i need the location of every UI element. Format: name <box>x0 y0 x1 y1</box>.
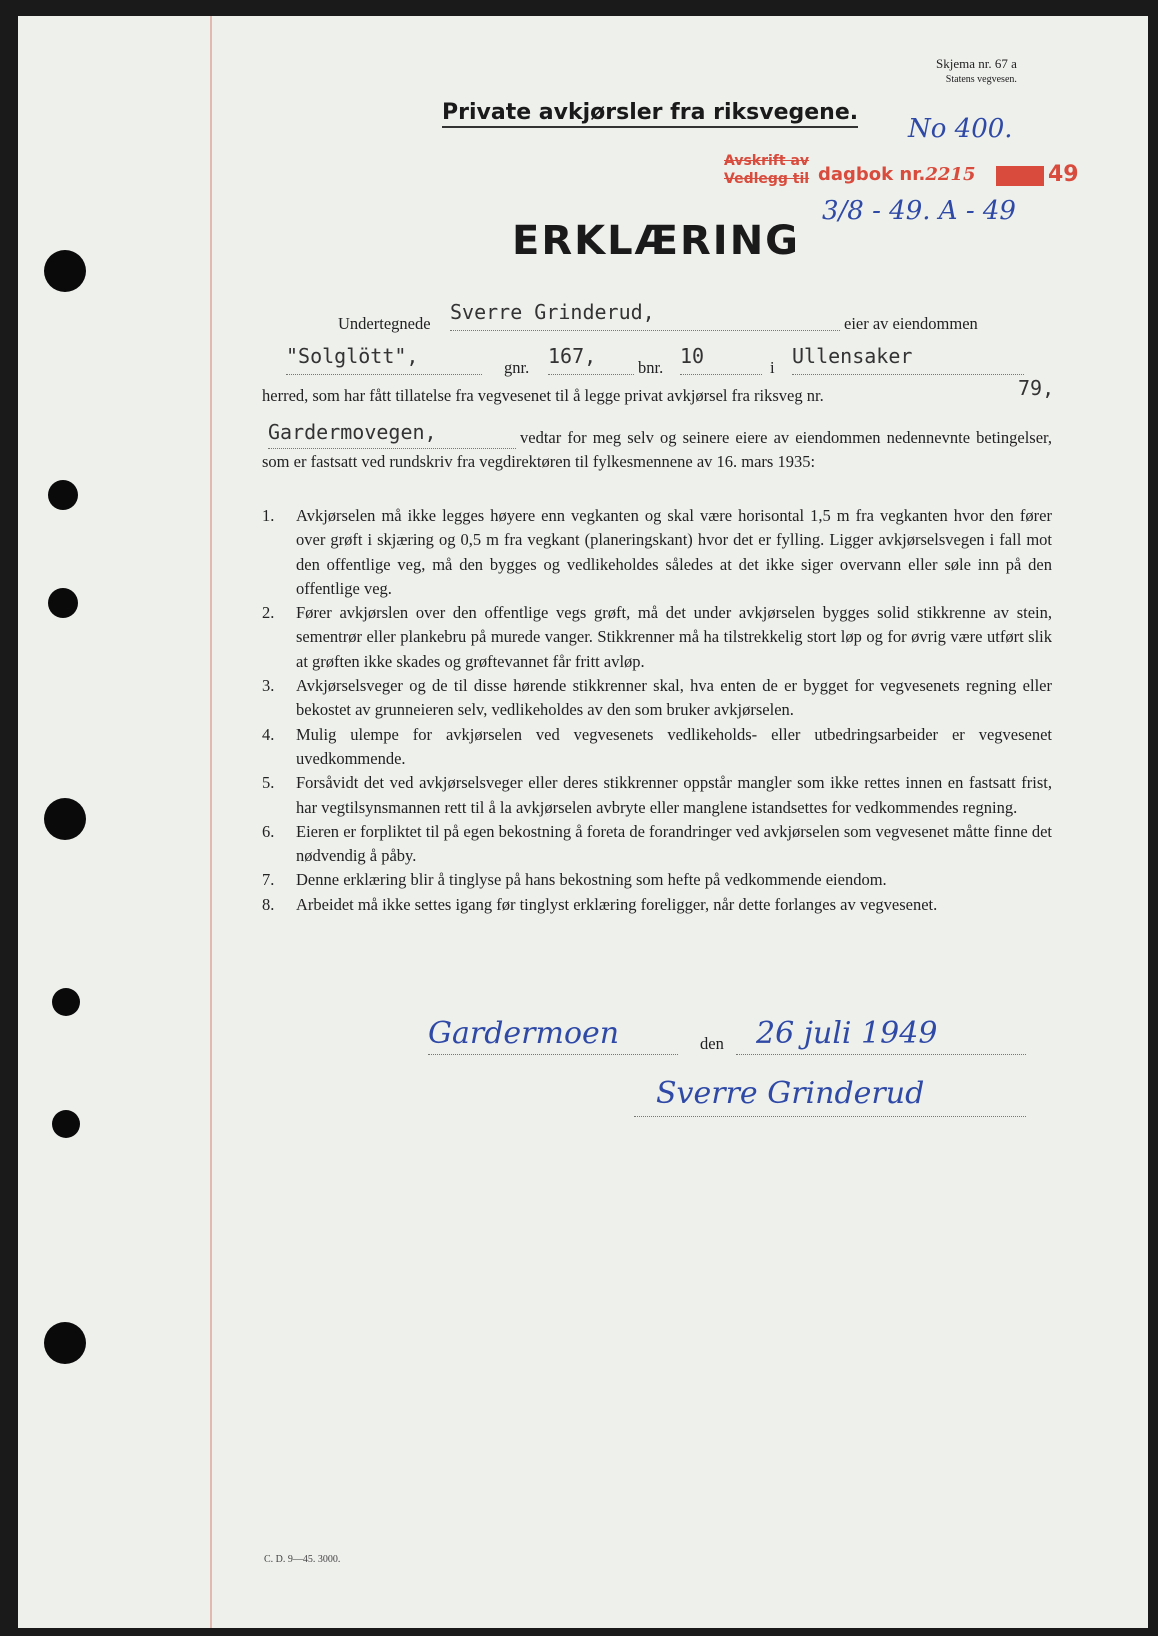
header-title: Private avkjørsler fra riksvegene. <box>442 100 858 128</box>
undertegnede-label: Undertegnede <box>338 314 431 333</box>
date-field <box>736 1016 1026 1055</box>
bnr-field <box>680 344 762 375</box>
property-field <box>286 344 482 375</box>
gnr-value: 167, <box>548 344 597 368</box>
form-number-text: Skjema nr. 67 a <box>936 56 1017 71</box>
form-issuer: Statens vegvesen. <box>945 74 1017 85</box>
municipality-name: Ullensaker <box>792 344 913 368</box>
condition-number: 4. <box>262 724 275 744</box>
condition-text: Denne erklæring blir å tinglyse på hans bekostning som hefte på vedkommende eiendom. <box>296 870 887 890</box>
herred-text: herred, som har fått tillatelse fra vegvesenet til å legge privat avkjørsel fra riksveg nr. <box>262 386 824 405</box>
dagbok-number: 2215 <box>925 164 976 185</box>
punch-hole <box>44 250 86 292</box>
condition-text: Avkjørselen må ikke legges høyere enn vegkanten og skal være horisontal 1,5 m fra vegkanten hvor den fører over grøft i skjæring og 0,5 m fra vegkant (planeringskant) hvor det er fylling. Ligger avkjørselsvegen i fall mot den offentlige veg, må den bygges og vedlikeholdes således at det ikke siger overvann eller søle inn på den offentlige veg. <box>296 506 1052 598</box>
handwritten-note: No 400. <box>908 114 1013 144</box>
condition-number: 6. <box>262 821 275 841</box>
margin-line <box>210 16 212 1628</box>
conditions-list <box>262 504 1052 917</box>
bnr-value: 10 <box>680 344 705 368</box>
gnr-field <box>548 344 634 375</box>
condition-text: Fører avkjørslen over den offentlige vegs grøft, må det under avkjørselen bygges solid stikkrenne av stein, sementrør eller plankebru på murede vanger. Stikkrenner må ha tilstrekkelig stort løp og for øvrig være utført slik at grøften ikke skades og grøftevannet får fritt avløp. <box>296 603 1052 671</box>
bnr-label: bnr. <box>638 358 664 377</box>
condition-item <box>262 674 1052 723</box>
gnr-label: gnr. <box>504 358 530 377</box>
stamp-dagbok <box>818 164 975 185</box>
condition-number: 8. <box>262 894 275 914</box>
owner-name-field <box>450 300 840 331</box>
owner-label: eier av eiendommen <box>844 314 978 333</box>
signature: Sverre Grinderud <box>656 1076 925 1111</box>
condition-item <box>262 893 1052 917</box>
footer-code: C. D. 9—45. 3000. <box>264 1554 341 1565</box>
signature-date: 26 juli 1949 <box>756 1016 938 1051</box>
condition-number: 5. <box>262 773 275 793</box>
owner-name: Sverre Grinderud, <box>450 300 655 324</box>
condition-text: Mulig ulempe for avkjørselen ved vegvesenets vedlikeholds- eller utbedringsarbeider er vegvesenet uvedkommende. <box>296 724 1052 768</box>
condition-item <box>262 868 1052 892</box>
handwritten-date-note: 3/8 - 49. A - 49 <box>822 196 1016 226</box>
road-number: 79, <box>1018 376 1055 400</box>
punch-hole <box>48 588 78 618</box>
condition-number: 7. <box>262 870 275 890</box>
stamp-line-1: Avskrift av <box>724 153 810 169</box>
condition-item <box>262 723 1052 772</box>
punch-hole <box>48 480 78 510</box>
condition-text: Avkjørselsveger og de til disse hørende stikkrenner skal, hva enten de er bygget for vegvesenets regning eller bekostet av grunneieren selv, vedlikeholdes av den som bruker avkjørselen. <box>296 676 1052 720</box>
punch-hole <box>44 798 86 840</box>
document-page <box>18 16 1148 1628</box>
punch-hole <box>52 1110 80 1138</box>
stamp-year: 49 <box>1048 162 1079 187</box>
i-label: i <box>770 358 775 377</box>
signature-field <box>634 1076 1026 1117</box>
condition-item <box>262 820 1052 869</box>
condition-number: 3. <box>262 676 275 696</box>
condition-text: Forsåvidt det ved avkjørselsveger eller deres stikkrenner oppstår mangler som ikke rettes innen en fastsatt frist, har vegtilsynsmannen rett til å la avkjørselen avbryte eller manglene istandsettes for vedkommendes regning. <box>296 773 1052 817</box>
condition-text: Arbeidet må ikke settes igang før tinglyst erklæring foreligger, når dette forlanges av vegvesenet. <box>296 894 938 914</box>
stamp-dagbok-label: dagbok nr. <box>818 164 926 185</box>
stamp-line-2: Vedlegg til <box>724 171 810 187</box>
condition-text: Eieren er forpliktet til på egen bekostning å foreta de forandringer ved avkjørselen som vegvesenet måtte finne det nødvendig å påby. <box>296 821 1052 866</box>
document-title: ERKLÆRING <box>512 218 800 264</box>
den-label: den <box>700 1034 724 1053</box>
property-name: "Solglött", <box>286 344 419 368</box>
condition-item <box>262 601 1052 674</box>
condition-number: 2. <box>262 603 275 623</box>
signature-place: Gardermoen <box>428 1016 620 1051</box>
punch-hole <box>44 1322 86 1364</box>
municipality-field <box>792 344 1024 375</box>
punch-hole <box>52 988 80 1016</box>
stamp-label <box>724 152 809 188</box>
condition-item <box>262 771 1052 820</box>
road-name: Gardermovegen, <box>268 420 437 444</box>
form-number <box>936 56 1017 88</box>
place-field <box>428 1016 678 1055</box>
condition-item <box>262 504 1052 601</box>
stamp-blot <box>996 166 1044 186</box>
intro-text <box>262 426 1052 474</box>
intro-text-content: vedtar for meg selv og seinere eiere av eiendommen nedennevnte betingelser, som er fastsatt ved rundskriv fra vegdirektøren til fylkesmennene av 16. mars 1935: <box>262 428 1052 471</box>
condition-number: 1. <box>262 506 275 525</box>
